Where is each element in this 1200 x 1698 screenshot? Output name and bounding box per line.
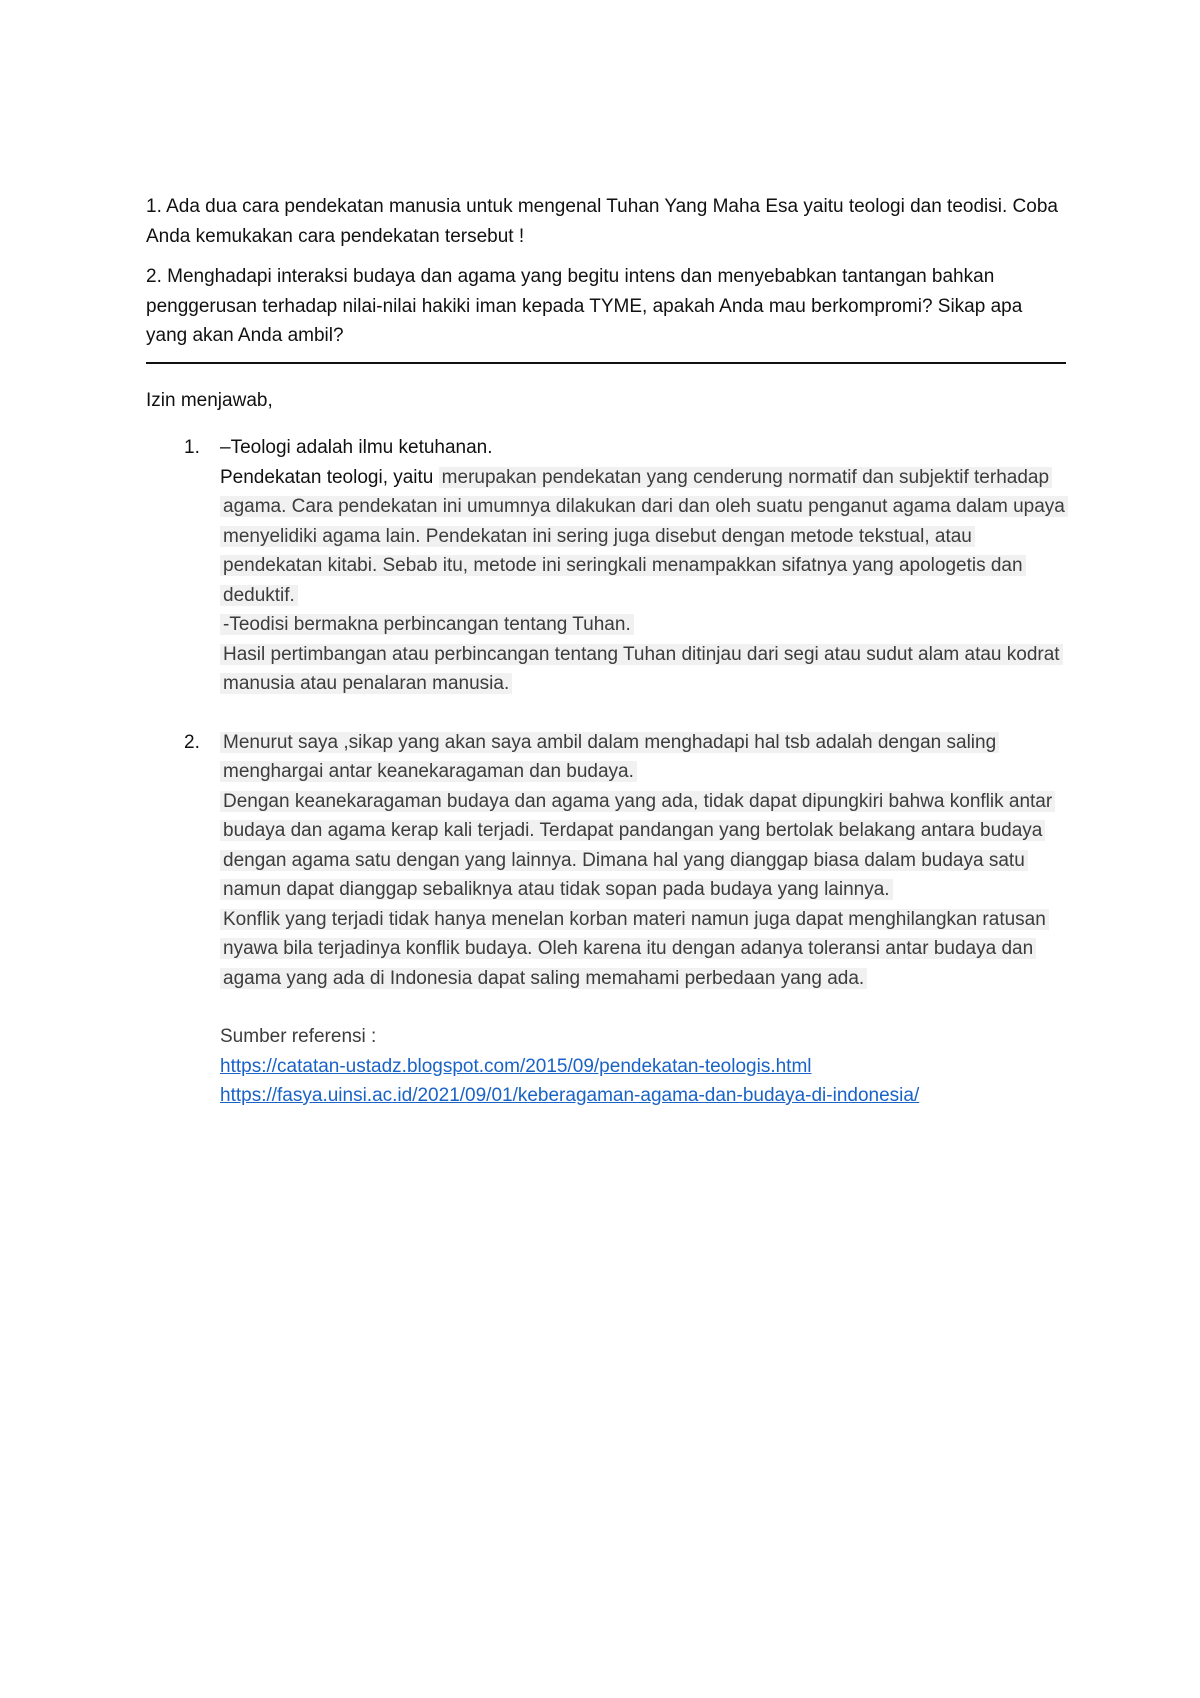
question-2-text: Menghadapi interaksi budaya dan agama yang begitu intens dan menyebabkan tantangan bahkan penggerusan terhadap nilai-nilai hakiki iman kepada TYME, apakah Anda mau berkompromi? Sikap apa yang akan Anda ambil?	[146, 266, 1023, 346]
answer-item-2	[146, 728, 1066, 1111]
answer-1-pendekatan-label: Pendekatan teologi, yaitu	[220, 466, 434, 488]
divider-line	[146, 362, 1066, 364]
reference-link-2[interactable]: https://fasya.uinsi.ac.id/2021/09/01/keberagaman-agama-dan-budaya-di-indonesia/	[220, 1085, 920, 1106]
answer-list	[146, 433, 1066, 1111]
answer-2-paragraph-1: Menurut saya ,sikap yang akan saya ambil dalam menghadapi hal tsb adalah dengan saling menghargai antar keanekaragaman dan budaya.	[220, 728, 1066, 787]
question-1	[146, 192, 1066, 251]
answer-1-line-teologi: –Teologi adalah ilmu ketuhanan.	[220, 437, 493, 458]
document-content	[146, 192, 1066, 1111]
question-2-number: 2.	[146, 266, 162, 287]
answer-2-paragraph-3: Konflik yang terjadi tidak hanya menelan korban materi namun juga dapat menghilangkan ratusan nyawa bila terjadinya konflik budaya. Oleh karena itu dengan adanya toleransi antar budaya dan agama yang ada di Indonesia dapat saling memahami perbedaan yang ada.	[220, 905, 1066, 994]
reference-label: Sumber referensi :	[220, 1026, 377, 1047]
answer-item-1	[146, 433, 1066, 699]
reference-link-1[interactable]: https://catatan-ustadz.blogspot.com/2015/09/pendekatan-teologis.html	[220, 1055, 812, 1077]
answer-2-number: 2.	[184, 731, 200, 753]
greeting: Izin menjawab,	[146, 389, 273, 411]
answer-1-paragraph	[220, 463, 1066, 611]
spacer	[220, 993, 1066, 1022]
answer-1-number: 1.	[184, 437, 200, 458]
answer-1-pendekatan-text: merupakan pendekatan yang cenderung normatif dan subjektif terhadap agama. Cara pendekatan ini umumnya dilakukan dari dan oleh suatu penganut agama dalam upaya menyelidiki agama lain. Pendekatan ini sering juga disebut dengan metode tekstual, atau pendekatan kitabi. Sebab itu, metode ini seringkali menampakkan sifatnya yang apologetis dan deduktif.	[220, 467, 1068, 606]
answer-2-paragraph-2: Dengan keanekaragaman budaya dan agama yang ada, tidak dapat dipungkiri bahwa konflik antar budaya dan agama kerap kali terjadi. Terdapat pandangan yang bertolak belakang antara budaya dengan agama satu dengan yang lainnya. Dimana hal yang dianggap biasa dalam budaya satu namun dapat dianggap sebaliknya atau tidak sopan pada budaya yang lainnya.	[220, 787, 1066, 905]
question-1-number: 1.	[146, 196, 162, 217]
answer-1-hasil-paragraph: Hasil pertimbangan atau perbincangan tentang Tuhan ditinjau dari segi atau sudut alam atau kodrat manusia atau penalaran manusia.	[220, 640, 1066, 699]
answer-1-teodisi-line: -Teodisi bermakna perbincangan tentang Tuhan.	[220, 610, 1066, 640]
question-1-text: Ada dua cara pendekatan manusia untuk mengenal Tuhan Yang Maha Esa yaitu teologi dan teodisi. Coba Anda kemukakan cara pendekatan tersebut !	[146, 196, 1058, 247]
question-2	[146, 262, 1066, 351]
